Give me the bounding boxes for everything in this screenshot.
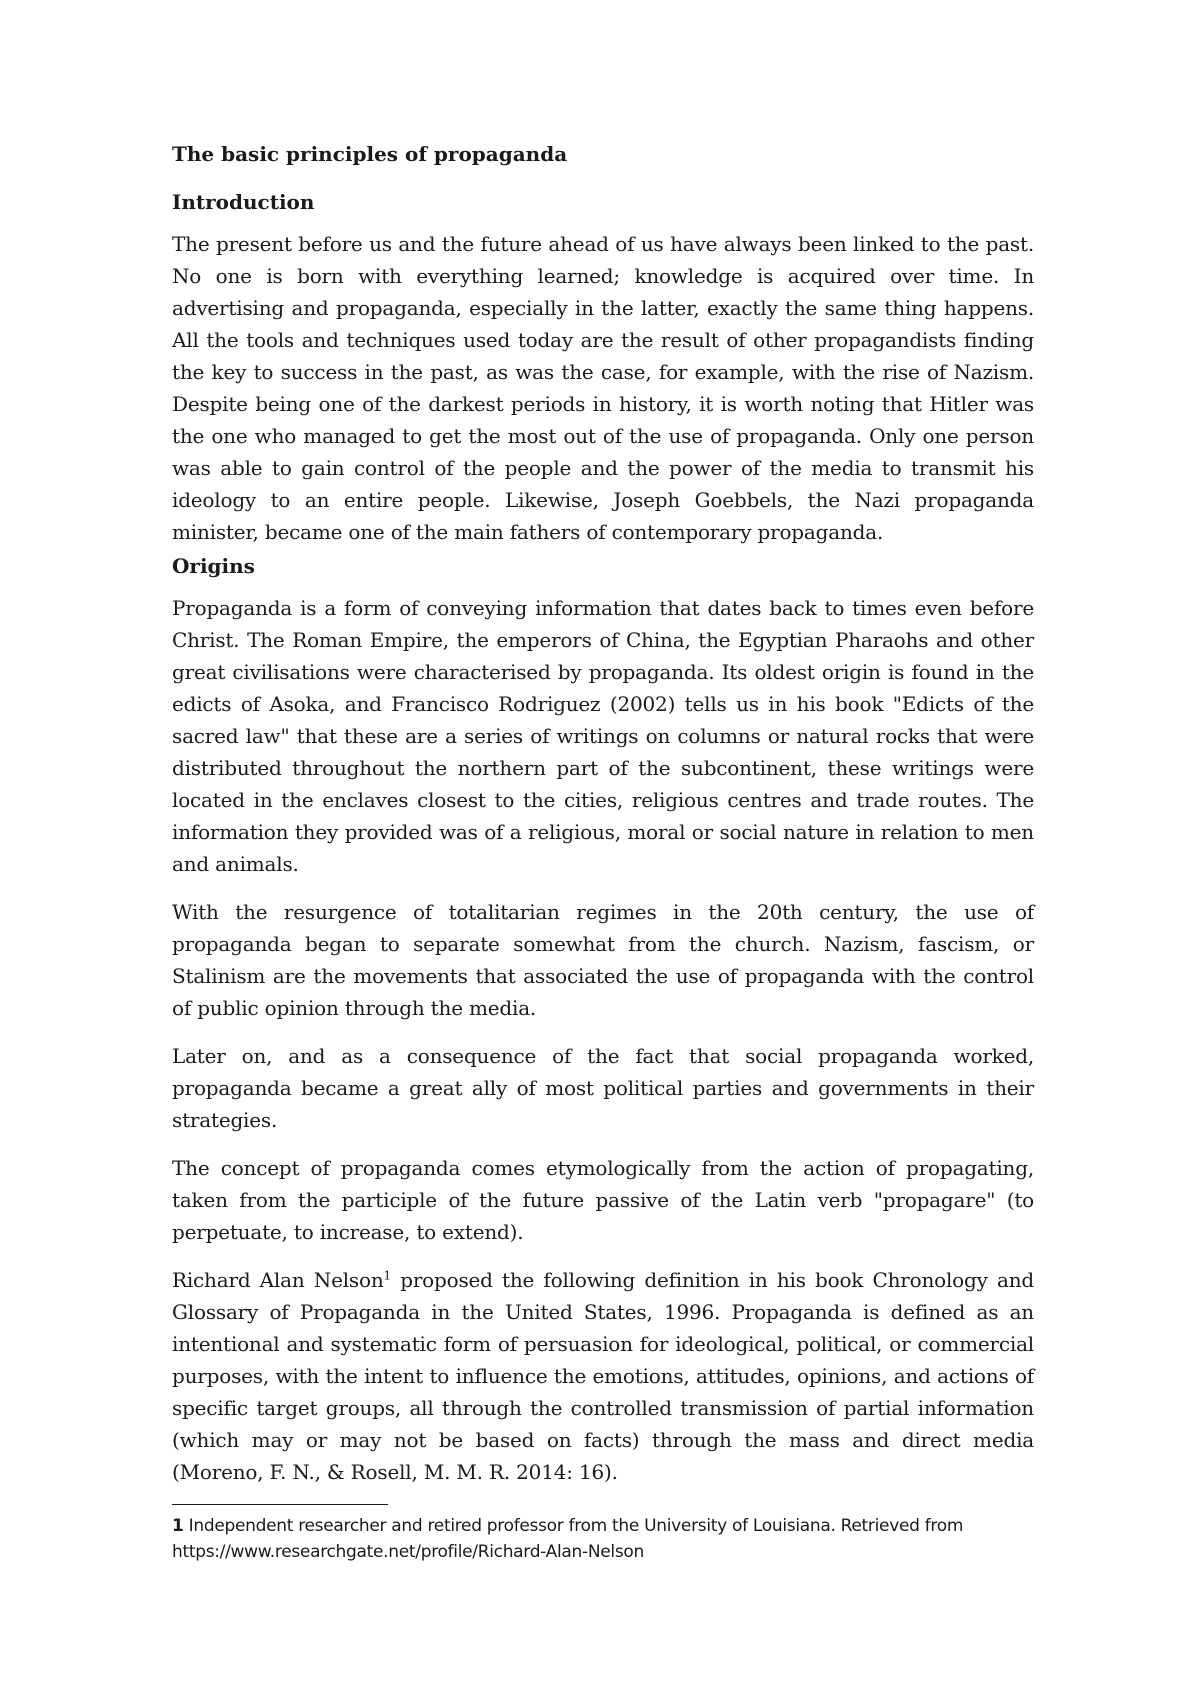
paragraph-origins-1: Propaganda is a form of conveying information that dates back to times even before Christ. The Roman Empire, the emperors of China, the Egyptian Pharaohs and other great civilisations were characterised by propaganda. Its oldest origin is found in the edicts of Asoka, and Francisco Rodriguez (2002) tells us in his book "Edicts of the sacred law" that these are a series of writings on columns or natural rocks that were distributed throughout the northern part of the subcontinent, these writings were located in the enclaves closest to the cities, religious centres and trade routes. The information they provided was of a religious, moral or social nature in relation to men and animals. (172, 596, 1034, 876)
footnote (172, 1513, 1034, 1565)
paragraph-origins-4: The concept of propaganda comes etymologically from the action of propagating, taken from the participle of the future passive of the Latin verb "propagare" (to perpetuate, to increase, to extend). (172, 1156, 1034, 1244)
nelson-name: Richard Alan Nelson (172, 1268, 384, 1292)
footnote-separator (172, 1504, 388, 1505)
document-title: The basic principles of propaganda (172, 142, 568, 166)
nelson-definition-text: proposed the following definition in his book Chronology and Glossary of Propaganda in the United States, 1996. Propaganda is defined as an intentional and systematic form of persuasion for ideological, political, or commercial purposes, with the intent to influence the emotions, attitudes, opinions, and actions of specific target groups, all through the controlled transmission of partial information (which may or may not be based on facts) through the mass and direct media (Moreno, F. N., & Rosell, M. M. R. 2014: 16). (172, 1268, 1034, 1484)
document-page (172, 140, 1034, 1565)
footnote-text: Independent researcher and retired professor from the University of Louisiana. Retrieved from https://www.researchgate.net/profile/Richard-Alan-Nelson (172, 1516, 964, 1562)
section-heading-origins: Origins (172, 554, 255, 578)
footnote-reference[interactable]: 1 (383, 1268, 391, 1283)
paragraph-origins-2: With the resurgence of totalitarian regimes in the 20th century, the use of propaganda began to separate somewhat from the church. Nazism, fascism, or Stalinism are the movements that associated the use of propaganda with the control of public opinion through the media. (172, 900, 1034, 1020)
paragraph-nelson-definition (172, 1264, 1034, 1488)
paragraph-introduction: The present before us and the future ahead of us have always been linked to the past. No one is born with everything learned; knowledge is acquired over time. In advertising and propaganda, especially in the latter, exactly the same thing happens. All the tools and techniques used today are the result of other propagandists finding the key to success in the past, as was the case, for example, with the rise of Nazism. Despite being one of the darkest periods in history, it is worth noting that Hitler was the one who managed to get the most out of the use of propaganda. Only one person was able to gain control of the people and the power of the media to transmit his ideology to an entire people. Likewise, Joseph Goebbels, the Nazi propaganda minister, became one of the main fathers of contemporary propaganda. (172, 232, 1034, 544)
section-heading-introduction: Introduction (172, 190, 315, 214)
footnote-number: 1 (172, 1516, 184, 1536)
paragraph-origins-3: Later on, and as a consequence of the fact that social propaganda worked, propaganda became a great ally of most political parties and governments in their strategies. (172, 1044, 1034, 1132)
